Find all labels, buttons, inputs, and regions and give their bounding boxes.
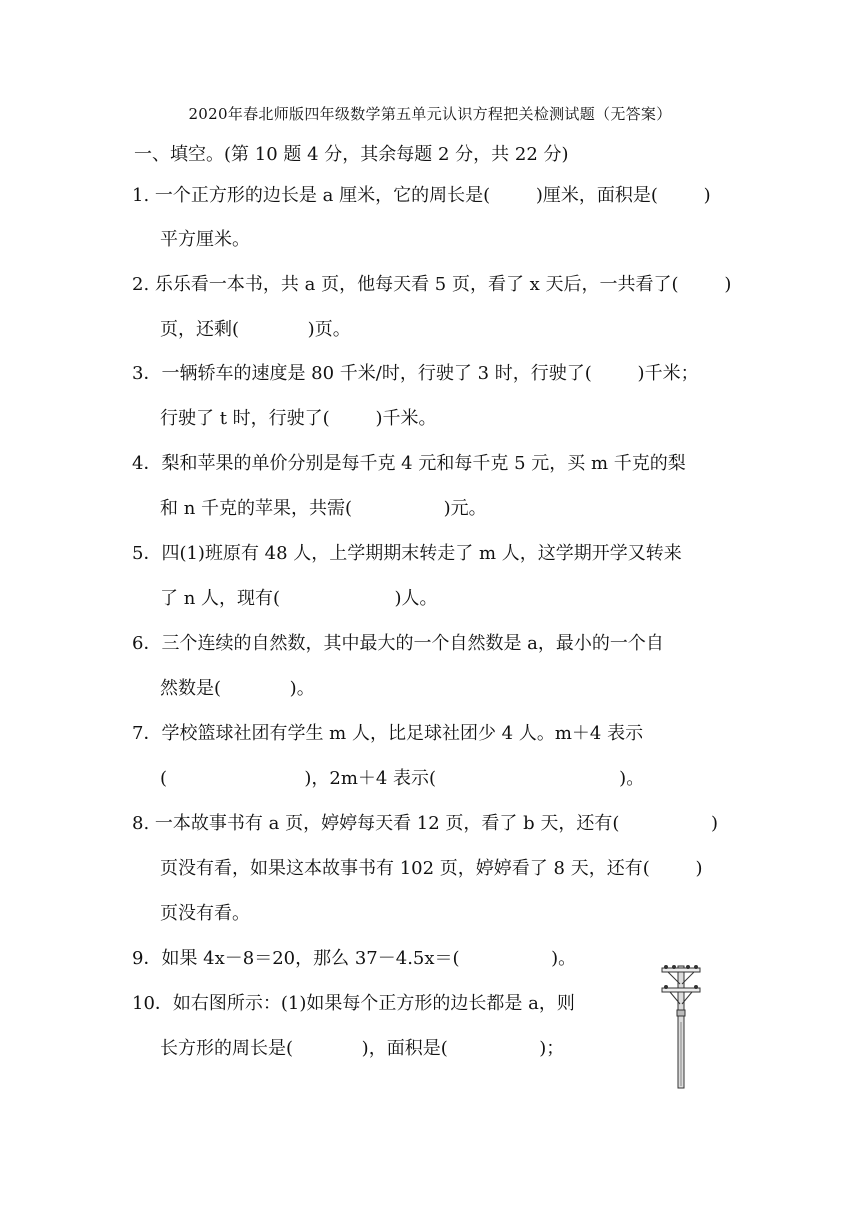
document-title: 2020年春北师版四年级数学第五单元认识方程把关检测试题（无答案）: [188, 105, 672, 123]
question-1-line-1: 1. 一个正方形的边长是 a 厘米，它的周长是( )厘米，面积是( ): [132, 185, 711, 206]
question-4-line-1: 4．梨和苹果的单价分别是每千克 4 元和每千克 5 元，买 m 千克的梨: [132, 453, 686, 474]
question-9-line-1: 9．如果 4x－8＝20，那么 37－4.5x＝( )。: [132, 948, 577, 969]
question-7-line-1: 7．学校篮球社团有学生 m 人，比足球社团少 4 人。m＋4 表示: [132, 723, 644, 744]
question-8-line-1: 8. 一本故事书有 a 页，婷婷每天看 12 页，看了 b 天，还有( ): [132, 813, 718, 834]
question-6-line-2: 然数是( )。: [160, 678, 315, 699]
question-6-line-1: 6．三个连续的自然数，其中最大的一个自然数是 a，最小的一个自: [132, 633, 664, 654]
question-5-line-2: 了 n 人，现有( )人。: [160, 588, 438, 609]
question-1-line-2: 平方厘米。: [160, 229, 250, 250]
question-3-line-2: 行驶了 t 时，行驶了( )千米。: [160, 408, 437, 429]
section-heading: 一、填空。(第 10 题 4 分，其余每题 2 分，共 22 分): [134, 144, 569, 165]
question-2-line-2: 页，还剩( )页。: [160, 319, 351, 340]
question-10-line-2: 长方形的周长是( )，面积是( )；: [160, 1038, 565, 1059]
question-8-line-2: 页没有看，如果这本故事书有 102 页，婷婷看了 8 天，还有( ): [160, 858, 703, 879]
question-4-line-2: 和 n 千克的苹果，共需( )元。: [160, 498, 487, 519]
question-10-line-1: 10．如右图所示：(1)如果每个正方形的边长都是 a，则: [132, 993, 575, 1014]
question-2-line-1: 2. 乐乐看一本书，共 a 页，他每天看 5 页，看了 x 天后，一共看了( ): [132, 274, 732, 295]
question-7-line-2: ( )，2m＋4 表示( )。: [160, 768, 645, 789]
question-8-line-3: 页没有看。: [160, 903, 250, 924]
question-5-line-1: 5．四(1)班原有 48 人，上学期期末转走了 m 人，这学期开学又转来: [132, 543, 682, 564]
utility-pole-illustration: [660, 962, 702, 1090]
question-3-line-1: 3．一辆轿车的速度是 80 千米/时，行驶了 3 时，行驶了( )千米；: [132, 363, 699, 384]
